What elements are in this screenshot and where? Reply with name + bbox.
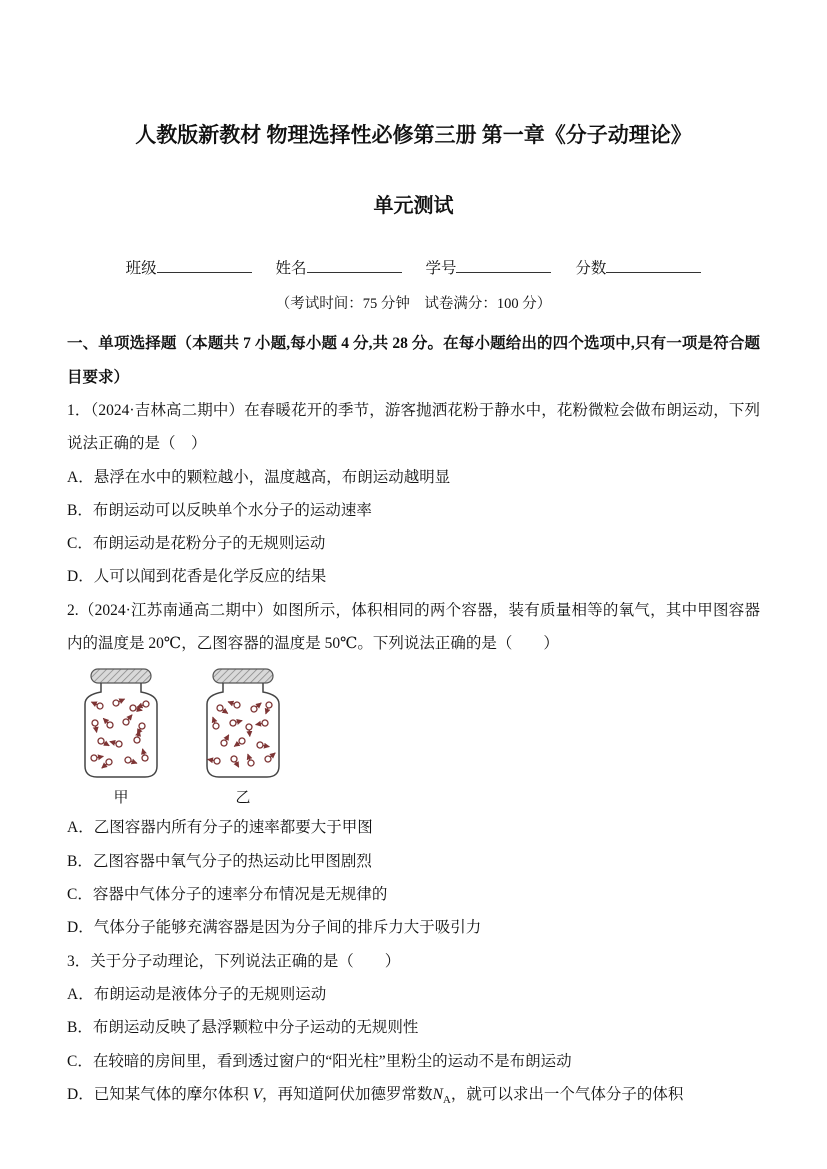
page-subtitle: 单元测试 bbox=[373, 195, 454, 218]
question-3-option-b: B．布朗运动反映了悬浮颗粒中分子运动的无规则性 bbox=[67, 1019, 419, 1037]
class-blank bbox=[157, 256, 252, 273]
question-1-option-b: B．布朗运动可以反映单个水分子的运动速率 bbox=[67, 501, 372, 519]
jar-right-label: 乙 bbox=[235, 790, 251, 807]
option-d-text-post: ，就可以求出一个气体分子的体积 bbox=[450, 1085, 684, 1103]
question-2-option-d: D．气体分子能够充满容器是因为分子间的排斥力大于吸引力 bbox=[67, 919, 482, 937]
name-group bbox=[276, 260, 402, 277]
option-d-text-mid: ，再知道阿伏加德罗常数 bbox=[262, 1085, 433, 1103]
question-3-option-a: A．布朗运动是液体分子的无规则运动 bbox=[67, 985, 327, 1003]
name-label: 姓名 bbox=[275, 260, 307, 278]
question-2-stem: 2.（2024·江苏南通高二期中）如图所示，体积相同的两个容器，装有质量相等的氧气，其中甲图容器内的温度是 20℃，乙图容器的温度是 50℃。下列说法正确的是（ ） bbox=[67, 601, 760, 653]
student-info-line bbox=[67, 256, 760, 278]
exam-info: （考试时间：75 分钟 试卷满分：100 分） bbox=[275, 296, 552, 313]
avogadro-symbol: N bbox=[432, 1085, 443, 1103]
question-2-option-b: B．乙图容器中氧气分子的热运动比甲图剧烈 bbox=[67, 852, 372, 870]
question-1-option-c: C．布朗运动是花粉分子的无规则运动 bbox=[67, 535, 326, 553]
jar-left-label: 甲 bbox=[113, 790, 129, 807]
question-1-option-d: D．人可以闻到花香是化学反应的结果 bbox=[67, 568, 327, 586]
question-2-option-c: C．容器中气体分子的速率分布情况是无规律的 bbox=[67, 886, 388, 904]
score-blank bbox=[606, 256, 701, 273]
section-header: 一、单项选择题（本题共 7 小题,每小题 4 分,共 28 分。在每小题给出的四个选项中,只有一项是符合题目要求） bbox=[67, 335, 760, 386]
avogadro-subscript: A bbox=[442, 1094, 451, 1107]
student-id-blank bbox=[456, 256, 551, 273]
question-2-option-a: A．乙图容器内所有分子的速率都要大于甲图 bbox=[67, 819, 373, 837]
name-blank bbox=[307, 256, 402, 273]
class-group bbox=[126, 260, 252, 277]
student-id-label: 学号 bbox=[425, 260, 457, 278]
jar-right-block bbox=[201, 668, 285, 807]
question-3-option-c: C．在较暗的房间里，看到透过窗户的“阳光柱”里粉尘的运动不是布朗运动 bbox=[67, 1052, 572, 1070]
question-2-figure bbox=[79, 668, 760, 807]
option-d-text-pre: D．已知某气体的摩尔体积 bbox=[67, 1085, 253, 1103]
jar-left-illustration bbox=[79, 668, 163, 784]
class-label: 班级 bbox=[125, 260, 157, 278]
score-group bbox=[575, 260, 701, 277]
question-1-option-a: A．悬浮在水中的颗粒越小，温度越高，布朗运动越明显 bbox=[67, 468, 451, 486]
page-title: 人教版新教材 物理选择性必修第三册 第一章《分子动理论》 bbox=[135, 123, 692, 147]
question-3-stem: 3．关于分子动理论，下列说法正确的是（ ） bbox=[67, 952, 401, 970]
student-id-group bbox=[425, 260, 551, 277]
jar-right-illustration bbox=[201, 668, 285, 784]
molar-volume-symbol: V bbox=[252, 1085, 263, 1103]
question-1-stem: 1．（2024·吉林高二期中）在春暖花开的季节，游客抛洒花粉于静水中，花粉微粒会做布朗运动，下列说法正确的是（ ） bbox=[67, 401, 760, 453]
jar-left-block bbox=[79, 668, 163, 807]
score-label: 分数 bbox=[575, 260, 607, 278]
question-3-option-d bbox=[67, 1078, 760, 1113]
